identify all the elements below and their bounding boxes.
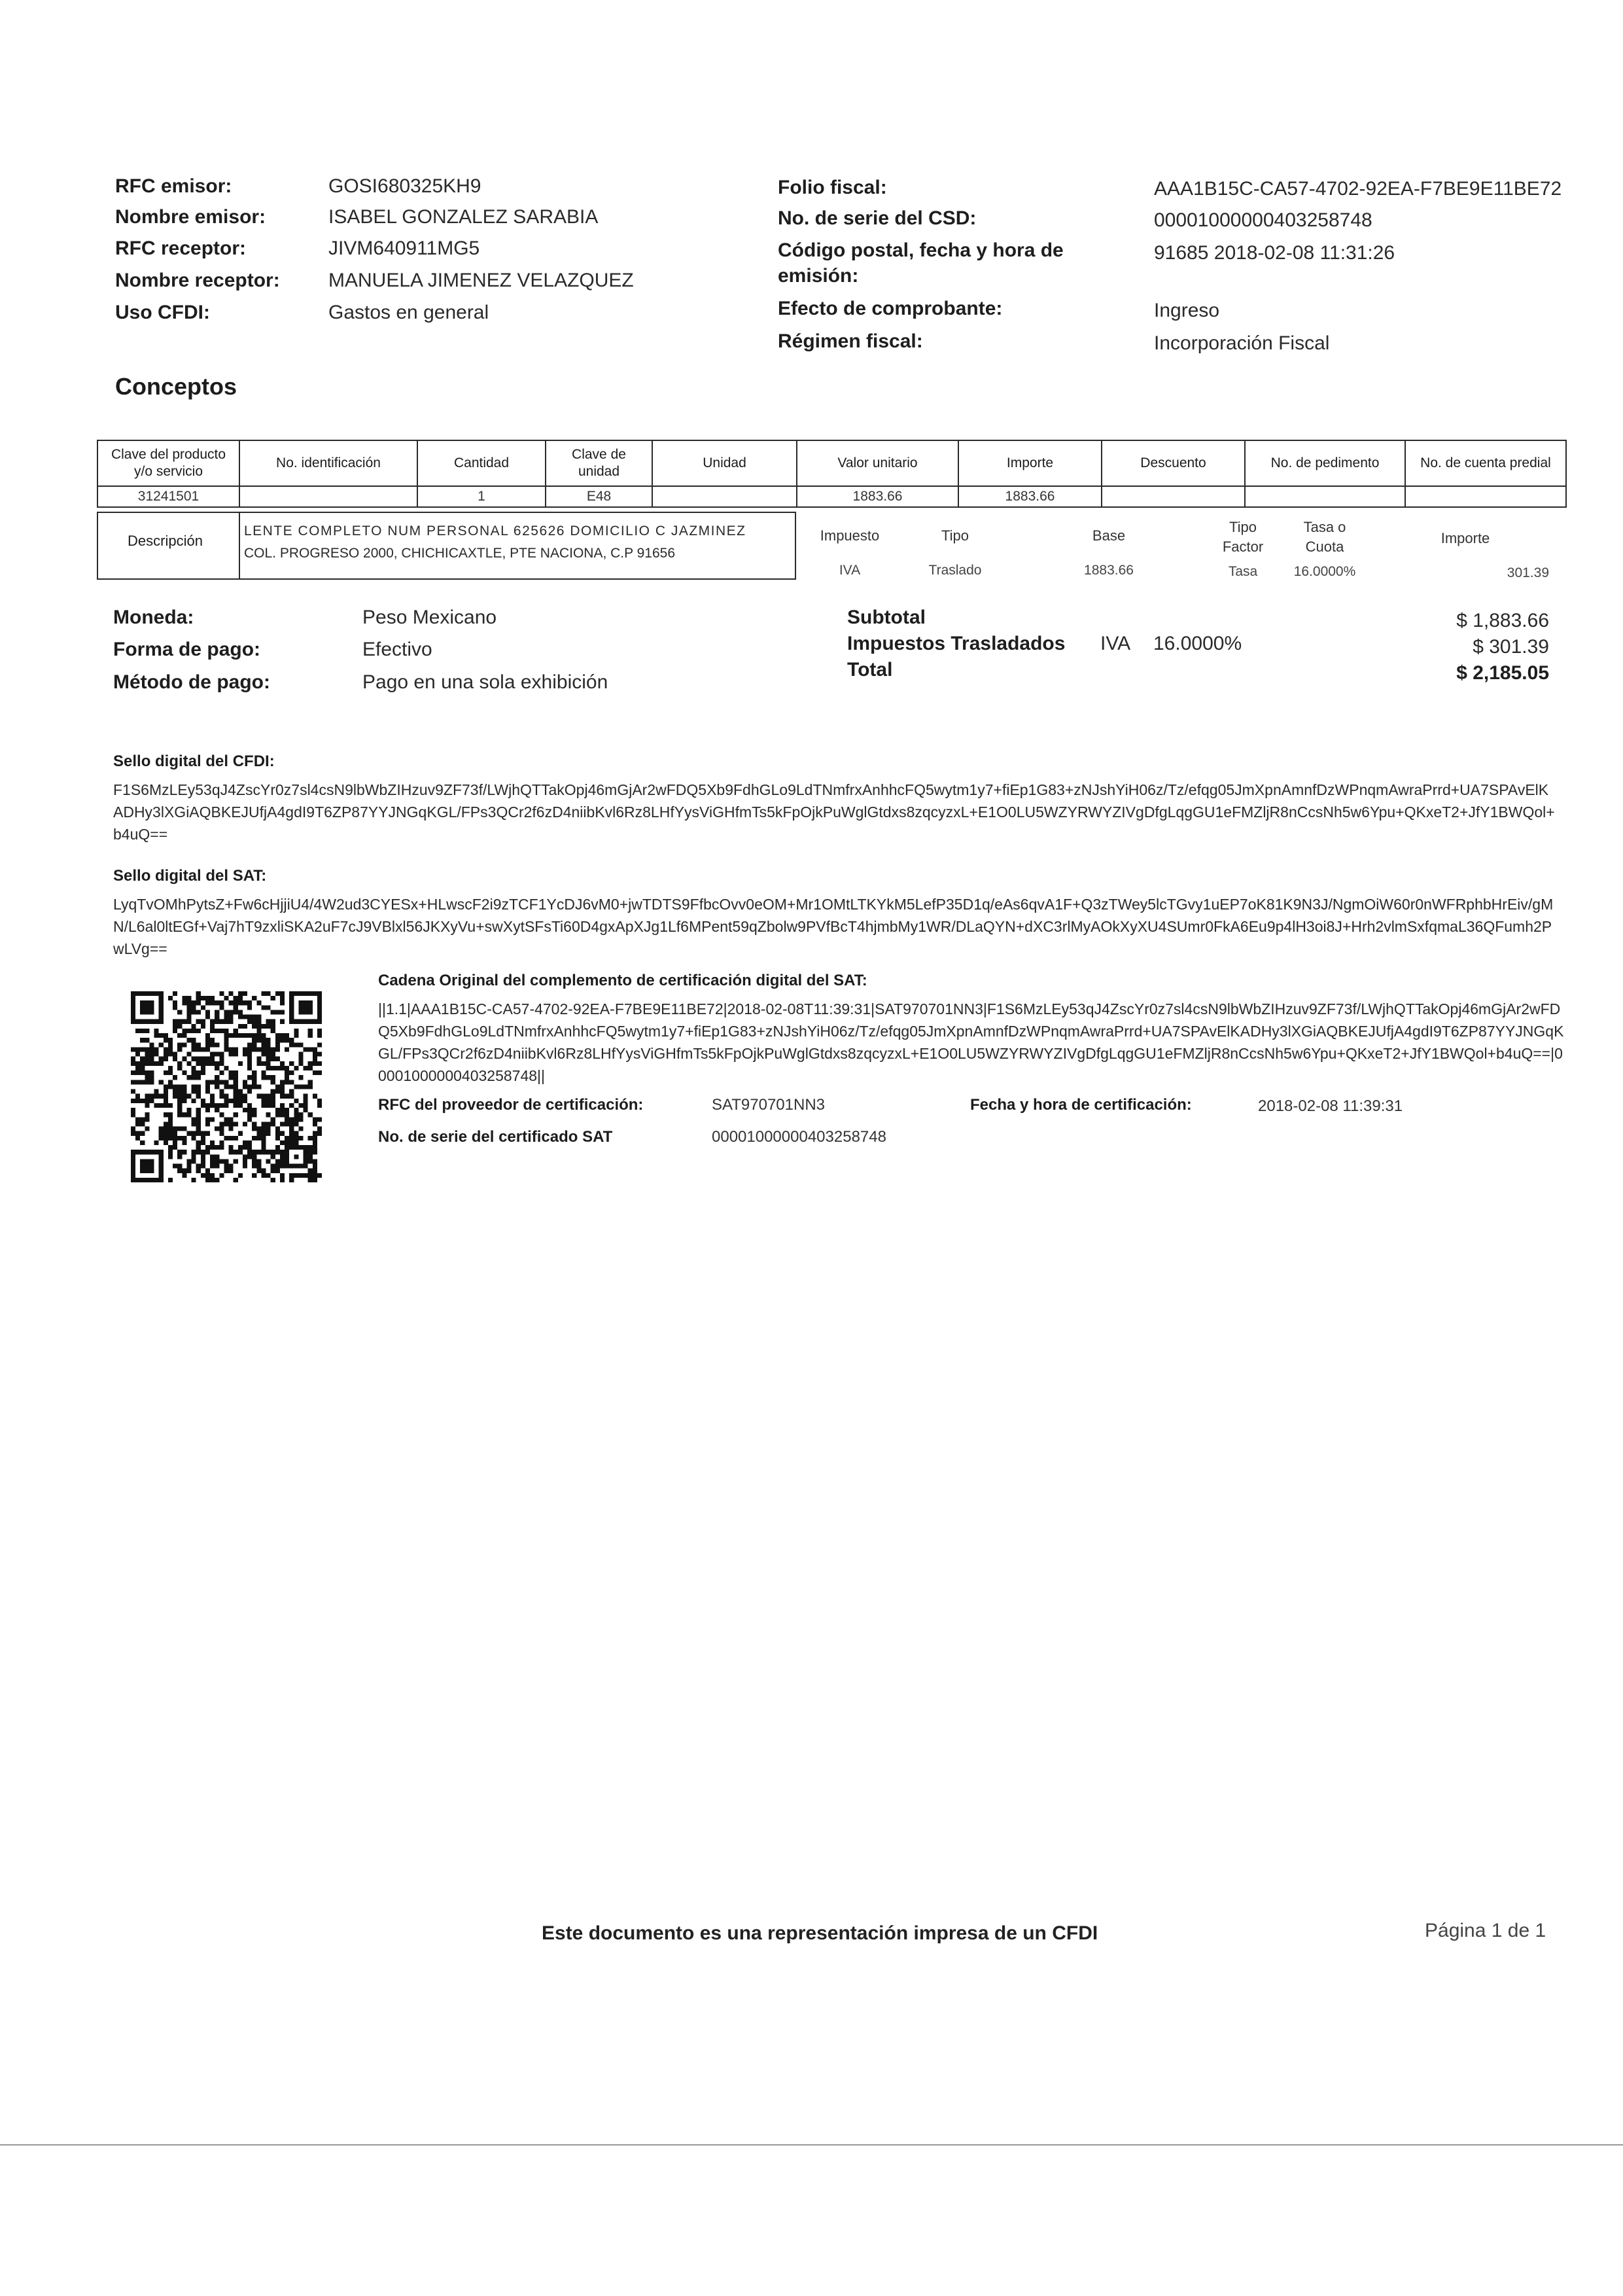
tipo-factor-value: Tasa: [1228, 564, 1258, 579]
sello-cfdi-value: F1S6MzLEy53qJ4ZscYr0z7sl4csN9lbWbZIHzuv9ZF73f/LWjhQTTakOpj46mGjAr2wFDQ5Xb9FdhGLo9LdTNmfrxAnhhcFQ5wytm1y7+fiEp1G83+zNJshYiH06z/Tz/efqg05JmXpnAmnfDzWPnqmAwraPrrd+UA7SPAvElKADHy3lXGiAQBKEJUfjA4gdI9T6ZP87YYJNGqKGL/FPs3QCr2f6zD4niibKvl6Rz8LHfYysViGHfmTs5kFpOjkPuWglGtdxs8zqcyzxL+E1O0LU5WZYRWYZIVgDfgLqgGU1eFMZljR8nCcsNh5w6Ypu+QKxeT2+JfY1BWQol+b4uQ==: [113, 781, 1555, 843]
emision-label: emisión:: [778, 265, 859, 287]
conceptos-header-row: [97, 440, 1566, 486]
descripcion-label: Descripción: [128, 533, 203, 549]
base-value: 1883.66: [1084, 563, 1134, 578]
regimen-label: Régimen fiscal:: [778, 330, 923, 352]
cell-valor-unitario: 1883.66: [797, 486, 958, 507]
page-number: Página 1 de 1: [1425, 1920, 1546, 1941]
metodo-pago-label: Método de pago:: [113, 671, 270, 693]
col-descuento: Descuento: [1102, 440, 1245, 486]
regimen-value: Incorporación Fiscal: [1154, 332, 1330, 354]
cell-clave-producto: 31241501: [97, 486, 239, 507]
col-valor-unitario: Valor unitario: [797, 440, 958, 486]
rfc-emisor-label: RFC emisor:: [115, 175, 232, 197]
uso-cfdi-value: Gastos en general: [328, 302, 489, 323]
col-cantidad: Cantidad: [417, 440, 546, 486]
tasa-header-1: Tasa o: [1303, 519, 1346, 535]
serie-csd-label: No. de serie del CSD:: [778, 207, 977, 229]
importe-imp-value: 301.39: [1507, 565, 1549, 580]
col-no-pedimento: No. de pedimento: [1245, 440, 1405, 486]
fecha-cert-label: Fecha y hora de certificación:: [970, 1096, 1192, 1114]
sello-sat-value: LyqTvOMhPytsZ+Fw6cHjjiU4/4W2ud3CYESx+HLwscF2i9zTCF1YcDJ6vM0+jwTDTS9FfbcOvv0eOM+Mr1OMtLTKYkM5LefP35D1q/eAs6qvA1F+Q3zTWey5lcTGvy1uEP7oK81K9N3J/NgmOiW60r0nWFRphbHrEiv/gMN/L6al0ltEGf+Vaj7hT9zxliSKA2uF7cJ9VBlxl56JKXyVu+swXytSFsTi60D4gxApXJg1Lf6MPent59qZbolw9PVfBcT4hjmbMy1WR/DLaQYN+dXC3rlMyAOkXyXU4SUmr0FkA6Eu9p4lH3oi8J+Hrh2vlmSxfqmaL36QFumh2PwLVg==: [113, 896, 1554, 957]
sello-cfdi-label: Sello digital del CFDI:: [113, 752, 275, 770]
efecto-value: Ingreso: [1154, 300, 1220, 321]
serie-sat-label: No. de serie del certificado SAT: [378, 1128, 613, 1146]
tipo-value: Traslado: [928, 563, 982, 578]
fecha-cert-value: 2018-02-08 11:39:31: [1258, 1097, 1403, 1115]
total-value: $ 2,185.05: [1456, 662, 1549, 684]
rfc-proveedor-value: SAT970701NN3: [712, 1096, 825, 1114]
impuestos-value: $ 301.39: [1473, 636, 1549, 658]
moneda-label: Moneda:: [113, 607, 194, 628]
footer-note: Este documento es una representación impresa de un CFDI: [542, 1922, 1098, 1944]
rfc-receptor-label: RFC receptor:: [115, 238, 247, 259]
cell-unidad: [652, 486, 797, 507]
forma-pago-label: Forma de pago:: [113, 639, 261, 660]
descripcion-line-1: LENTE COMPLETO NUM PERSONAL 625626 DOMICILIO C JAZMINEZ: [244, 523, 746, 539]
rfc-receptor-value: JIVM640911MG5: [328, 238, 480, 259]
cadena-value: ||1.1|AAA1B15C-CA57-4702-92EA-F7BE9E11BE72|2018-02-08T11:39:31|SAT970701NN3|F1S6MzLEy53qJ4ZscYr0z7sl4csN9lbWbZIHzuv9ZF73f/LWjhQTTakOpj46mGjAr2wFDQ5Xb9FdhGLo9LdTNmfrxAnhhcFQ5wytm1y7+fiEp1G83+zNJshYiH06z/Tz/efqg05JmXpnAmnfDzWPnqmAwraPrrd+UA7SPAvElKADHy3lXGiAQBKEJUfjA4gdI9T6ZP87YYJNGqKGL/FPs3QCr2f6zD4niibKvl6Rz8LHfYysViGHfmTs5kFpOjkPuWglGtdxs8zqcyzxL+E1O0LU5WZYRWYZIVgDfgLqgGU1eFMZljR8nCcsNh5w6Ypu+QKxeT2+JfY1BWQol+b4uQ==|00001000000403258748||: [378, 1000, 1564, 1084]
subtotal-label: Subtotal: [847, 607, 926, 628]
nombre-emisor-value: ISABEL GONZALEZ SARABIA: [328, 206, 599, 228]
folio-fiscal-label: Folio fiscal:: [778, 177, 887, 198]
rfc-emisor-value: GOSI680325KH9: [328, 175, 481, 197]
sello-sat-label: Sello digital del SAT:: [113, 867, 267, 885]
page-divider: [0, 2144, 1623, 2146]
impuestos-label: Impuestos Trasladados: [847, 633, 1066, 654]
cell-cantidad: 1: [417, 486, 546, 507]
descripcion-line-2: COL. PROGRESO 2000, CHICHICAXTLE, PTE NACIONA, C.P 91656: [244, 546, 675, 561]
efecto-label: Efecto de comprobante:: [778, 298, 1003, 319]
cp-fecha-value: 91685 2018-02-08 11:31:26: [1154, 242, 1395, 264]
cell-descuento: [1102, 486, 1245, 507]
col-clave-producto: Clave del producto y/o servicio: [97, 440, 239, 486]
impuestos-tasa: 16.0000%: [1153, 633, 1242, 654]
cell-no-identificacion: [239, 486, 417, 507]
subtotal-value: $ 1,883.66: [1456, 610, 1549, 631]
rfc-proveedor-label: RFC del proveedor de certificación:: [378, 1096, 644, 1114]
conceptos-table: [97, 440, 1567, 508]
base-header: Base: [1092, 527, 1126, 544]
table-row: [97, 486, 1566, 507]
col-cuenta-predial: No. de cuenta predial: [1405, 440, 1566, 486]
cell-importe: 1883.66: [958, 486, 1102, 507]
total-label: Total: [847, 659, 893, 680]
nombre-emisor-label: Nombre emisor:: [115, 206, 266, 228]
tipo-factor-header-2: Factor: [1222, 539, 1264, 555]
tasa-value: 16.0000%: [1293, 564, 1356, 579]
cadena-label: Cadena Original del complemento de certificación digital del SAT:: [378, 972, 867, 989]
nombre-receptor-label: Nombre receptor:: [115, 270, 280, 291]
folio-fiscal-value: AAA1B15C-CA57-4702-92EA-F7BE9E11BE72: [1154, 178, 1562, 200]
uso-cfdi-label: Uso CFDI:: [115, 302, 210, 323]
impuesto-value: IVA: [839, 563, 861, 578]
tipo-header: Tipo: [941, 527, 969, 544]
importe-imp-header: Importe: [1440, 530, 1490, 546]
serie-sat-value: 00001000000403258748: [712, 1128, 886, 1146]
col-no-identificacion: No. identificación: [239, 440, 417, 486]
conceptos-title: Conceptos: [115, 373, 237, 400]
impuestos-tipo: IVA: [1100, 633, 1131, 654]
cp-fecha-label: Código postal, fecha y hora de: [778, 239, 1064, 261]
tasa-header-2: Cuota: [1305, 539, 1344, 555]
nombre-receptor-value: MANUELA JIMENEZ VELAZQUEZ: [328, 270, 634, 291]
col-clave-unidad: Clave de unidad: [546, 440, 652, 486]
forma-pago-value: Efectivo: [362, 639, 432, 660]
impuesto-header: Impuesto: [820, 527, 880, 544]
qr-code-icon: [131, 991, 322, 1182]
moneda-value: Peso Mexicano: [362, 607, 497, 628]
cell-cuenta-predial: [1405, 486, 1566, 507]
cell-no-pedimento: [1245, 486, 1405, 507]
metodo-pago-value: Pago en una sola exhibición: [362, 671, 608, 693]
col-unidad: Unidad: [652, 440, 797, 486]
tipo-factor-header-1: Tipo: [1229, 519, 1257, 535]
serie-csd-value: 00001000000403258748: [1154, 209, 1372, 231]
cell-clave-unidad: E48: [546, 486, 652, 507]
col-importe: Importe: [958, 440, 1102, 486]
